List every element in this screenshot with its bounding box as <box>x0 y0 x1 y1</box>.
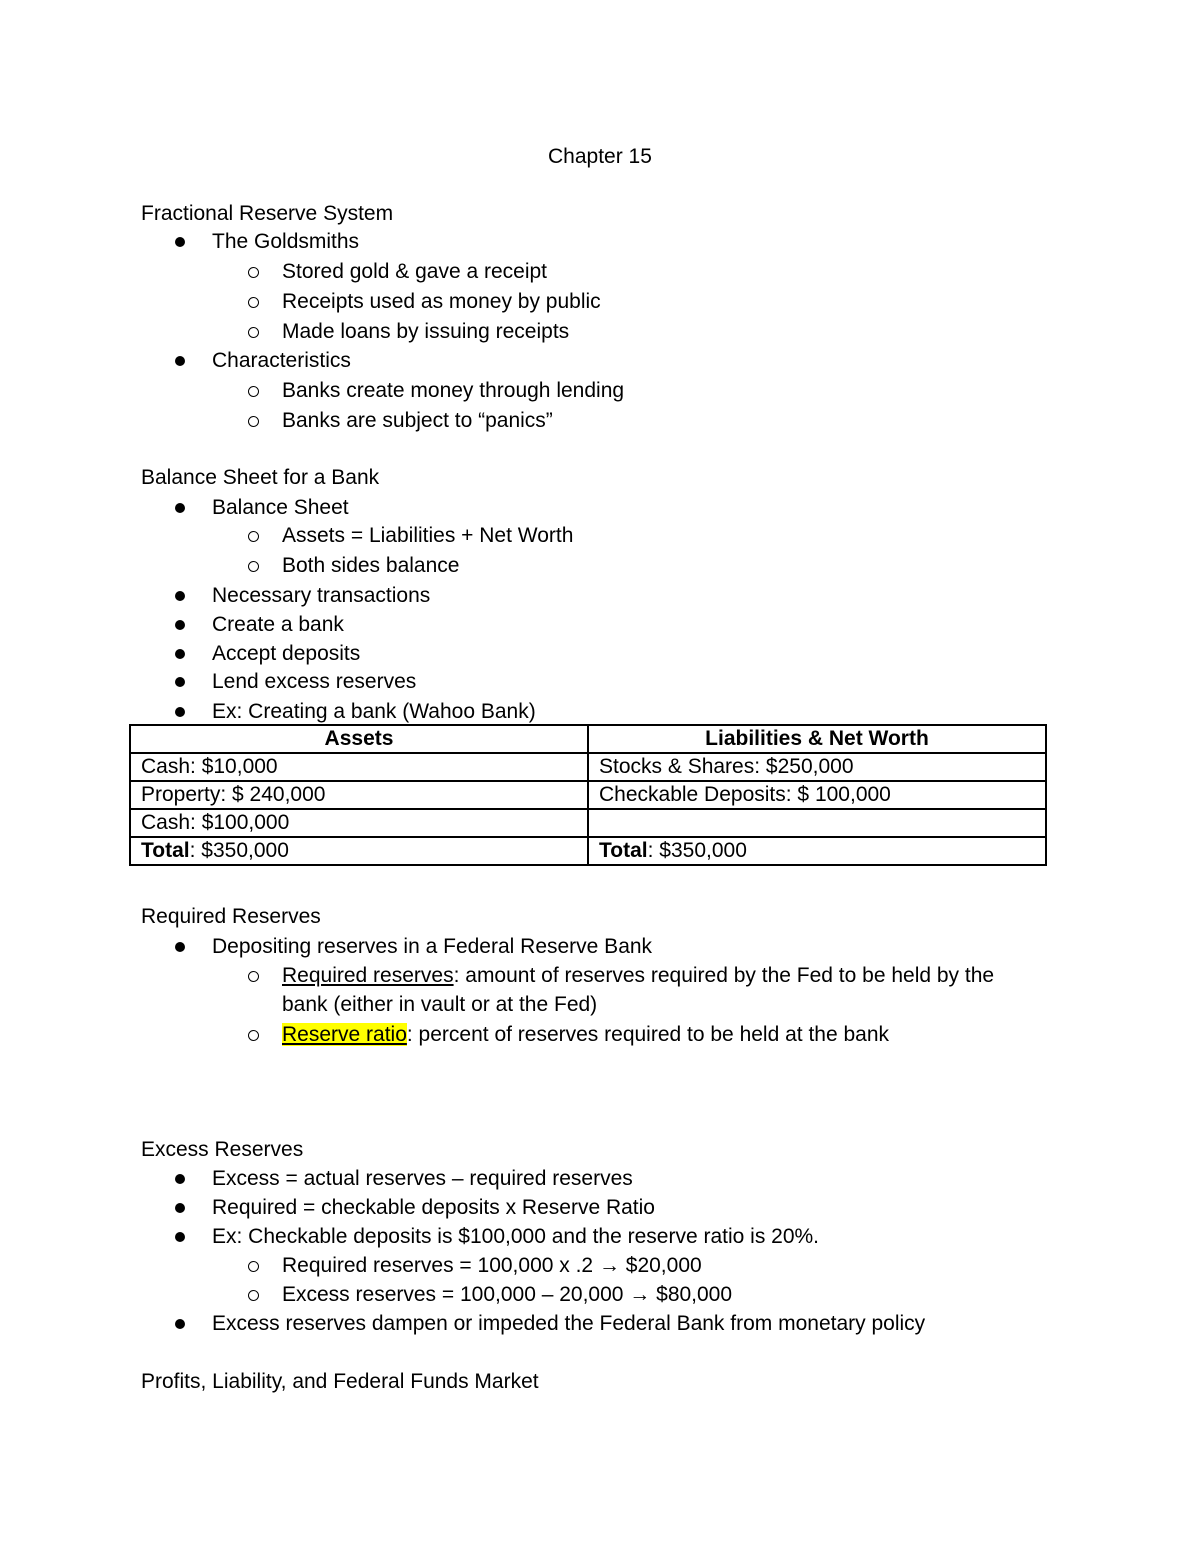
list-item <box>282 964 994 988</box>
list-item-continuation: bank (either in vault or at the Fed) <box>282 993 598 1016</box>
bullet-icon <box>175 1319 185 1329</box>
list-item: Both sides balance <box>282 554 460 577</box>
table-header-row <box>130 725 1046 753</box>
list-item: Required reserves = 100,000 x .2 → $20,000 <box>282 1254 702 1277</box>
definition-text: : percent of reserves required to be held at the bank <box>406 1023 890 1046</box>
bullet-icon <box>175 1174 185 1184</box>
circle-bullet-icon <box>248 327 259 338</box>
table-header: Assets <box>130 725 588 753</box>
bullet-icon <box>175 707 185 717</box>
list-item: Depositing reserves in a Federal Reserve Bank <box>212 935 653 958</box>
table-cell: Stocks & Shares: $250,000 <box>588 753 1046 781</box>
table-header: Liabilities & Net Worth <box>588 725 1046 753</box>
section-heading-required: Required Reserves <box>141 905 321 928</box>
circle-bullet-icon <box>248 971 259 982</box>
section-heading-fractional: Fractional Reserve System <box>141 202 394 225</box>
table-cell: Cash: $100,000 <box>130 809 588 837</box>
bullet-icon <box>175 503 185 513</box>
list-item <box>282 1023 889 1047</box>
table-cell-total <box>130 837 588 865</box>
table-row <box>130 809 1046 837</box>
table-cell <box>588 809 1046 837</box>
table-cell-total <box>588 837 1046 865</box>
table-row <box>130 781 1046 809</box>
bullet-icon <box>175 620 185 630</box>
list-item: Assets = Liabilities + Net Worth <box>282 524 574 547</box>
table-row <box>130 753 1046 781</box>
table-cell: Checkable Deposits: $ 100,000 <box>588 781 1046 809</box>
list-item: Excess = actual reserves – required reserves <box>212 1167 633 1190</box>
bullet-icon <box>175 591 185 601</box>
list-item: Ex: Creating a bank (Wahoo Bank) <box>212 700 536 723</box>
bullet-icon <box>175 677 185 687</box>
bullet-icon <box>175 237 185 247</box>
list-item: Banks create money through lending <box>282 379 625 402</box>
table-total-row <box>130 837 1046 865</box>
list-item: Made loans by issuing receipts <box>282 320 570 343</box>
page-title: Chapter 15 <box>548 145 652 168</box>
circle-bullet-icon <box>248 1261 259 1272</box>
total-label: Total <box>141 839 190 862</box>
list-item: Excess reserves dampen or impeded the Federal Bank from monetary policy <box>212 1312 926 1335</box>
table-cell: Property: $ 240,000 <box>130 781 588 809</box>
circle-bullet-icon <box>248 297 259 308</box>
section-heading-balance: Balance Sheet for a Bank <box>141 466 380 489</box>
bullet-icon <box>175 1232 185 1242</box>
total-label: Total <box>599 839 648 862</box>
total-value: : $350,000 <box>647 839 747 862</box>
list-item: Accept deposits <box>212 642 361 665</box>
list-item: Required = checkable deposits x Reserve Ratio <box>212 1196 655 1219</box>
bullet-icon <box>175 356 185 366</box>
list-item: Necessary transactions <box>212 584 431 607</box>
balance-sheet-table <box>129 724 1047 866</box>
list-item: Banks are subject to “panics” <box>282 409 553 432</box>
bullet-icon <box>175 942 185 952</box>
section-heading-excess: Excess Reserves <box>141 1138 304 1161</box>
circle-bullet-icon <box>248 267 259 278</box>
bullet-icon <box>175 1203 185 1213</box>
list-item: Ex: Checkable deposits is $100,000 and the reserve ratio is 20%. <box>212 1225 820 1248</box>
list-item: Characteristics <box>212 349 351 372</box>
bullet-icon <box>175 649 185 659</box>
circle-bullet-icon <box>248 386 259 397</box>
list-item: Lend excess reserves <box>212 670 417 693</box>
list-item: The Goldsmiths <box>212 230 360 253</box>
list-item: Receipts used as money by public <box>282 290 601 313</box>
circle-bullet-icon <box>248 1030 259 1041</box>
list-item: Stored gold & gave a receipt <box>282 260 548 283</box>
section-heading-profits: Profits, Liability, and Federal Funds Market <box>141 1370 539 1393</box>
list-item: Create a bank <box>212 613 344 636</box>
table-cell: Cash: $10,000 <box>130 753 588 781</box>
list-item: Balance Sheet <box>212 496 349 519</box>
circle-bullet-icon <box>248 531 259 542</box>
circle-bullet-icon <box>248 416 259 427</box>
circle-bullet-icon <box>248 561 259 572</box>
total-value: : $350,000 <box>189 839 289 862</box>
list-item: Excess reserves = 100,000 – 20,000 → $80,000 <box>282 1283 733 1306</box>
term-reserve-ratio: Reserve ratio <box>282 1023 407 1046</box>
circle-bullet-icon <box>248 1290 259 1301</box>
definition-text: : amount of reserves required by the Fed to be held by the <box>453 964 995 987</box>
term-required-reserves: Required reserves <box>282 964 454 987</box>
